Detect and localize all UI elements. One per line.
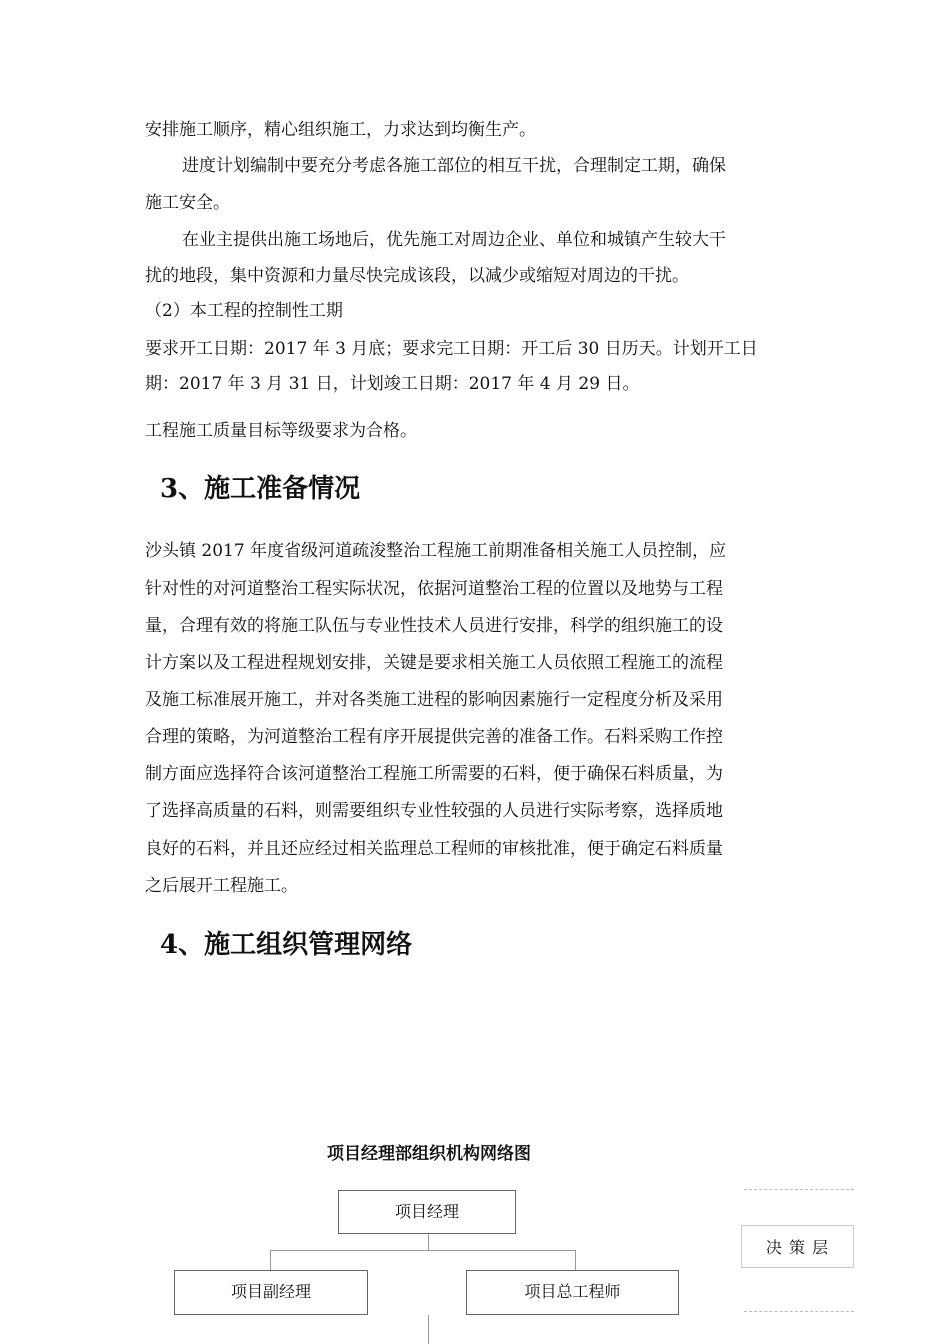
org-chart-title: 项目经理部组织机构网络图	[327, 1144, 531, 1164]
section3-line: 沙头镇 2017 年度省级河道疏浚整治工程施工前期准备相关施工人员控制，应	[145, 541, 727, 561]
connector-right	[575, 1250, 576, 1270]
paragraph-line: 进度计划编制中要充分考虑各施工部位的相互干扰，合理制定工期，确保	[182, 156, 726, 176]
manager-box	[338, 1190, 516, 1234]
top-dashed-line	[744, 1189, 854, 1190]
section3-line: 及施工标准展开施工，并对各类施工进程的影响因素施行一定程度分析及采用	[145, 690, 723, 710]
paragraph-line: （2）本工程的控制性工期	[145, 301, 343, 321]
section3-line: 计方案以及工程进程规划安排，关键是要求相关施工人员依照工程施工的流程	[145, 653, 723, 673]
paragraph-line: 施工安全。	[145, 193, 230, 213]
section-heading-4: 4、施工组织管理网络	[160, 930, 413, 960]
connector-bottom	[428, 1315, 429, 1344]
section3-line: 针对性的对河道整治工程实际状况，依据河道整治工程的位置以及地势与工程	[145, 579, 723, 599]
section3-line: 了选择高质量的石料，则需要组织专业性较强的人员进行实际考察，选择质地	[145, 801, 723, 821]
paragraph-line: 扰的地段，集中资源和力量尽快完成该段，以减少或缩短对周边的干扰。	[145, 266, 689, 286]
paragraph-line: 要求开工日期：2017 年 3 月底；要求完工日期：开工后 30 日历天。计划开工日	[145, 339, 758, 359]
section3-line: 制方面应选择符合该河道整治工程施工所需要的石料，便于确保石料质量，为	[145, 764, 723, 784]
deputy-manager-label: 项目副经理	[230, 1282, 311, 1301]
section3-line: 良好的石料，并且还应经过相关监理总工程师的审核批准，便于确定石料质量	[145, 839, 723, 859]
chief-engineer-label: 项目总工程师	[524, 1282, 621, 1301]
deputy-manager-box	[174, 1270, 368, 1315]
decision-layer-label: 决 策 层	[765, 1238, 830, 1257]
paragraph-line: 期：2017 年 3 月 31 日，计划竣工日期：2017 年 4 月 29 日。	[145, 374, 640, 394]
manager-label: 项目经理	[394, 1202, 459, 1221]
section3-line: 量，合理有效的将施工队伍与专业性技术人员进行安排，科学的组织施工的设	[145, 616, 723, 636]
connector-vertical	[428, 1234, 429, 1250]
section3-line: 合理的策略，为河道整治工程有序开展提供完善的准备工作。石料采购工作控	[145, 727, 723, 747]
section3-line: 之后展开工程施工。	[145, 876, 298, 896]
connector-horizontal	[270, 1250, 576, 1251]
bottom-dashed-line	[744, 1311, 854, 1312]
section-heading-3: 3、施工准备情况	[160, 474, 361, 504]
decision-layer-box	[741, 1225, 854, 1268]
paragraph-line: 工程施工质量目标等级要求为合格。	[145, 421, 417, 441]
paragraph-line: 安排施工顺序，精心组织施工，力求达到均衡生产。	[145, 120, 536, 140]
paragraph-line: 在业主提供出施工场地后，优先施工对周边企业、单位和城镇产生较大干	[182, 230, 726, 250]
connector-left	[270, 1250, 271, 1270]
chief-engineer-box	[466, 1270, 679, 1315]
